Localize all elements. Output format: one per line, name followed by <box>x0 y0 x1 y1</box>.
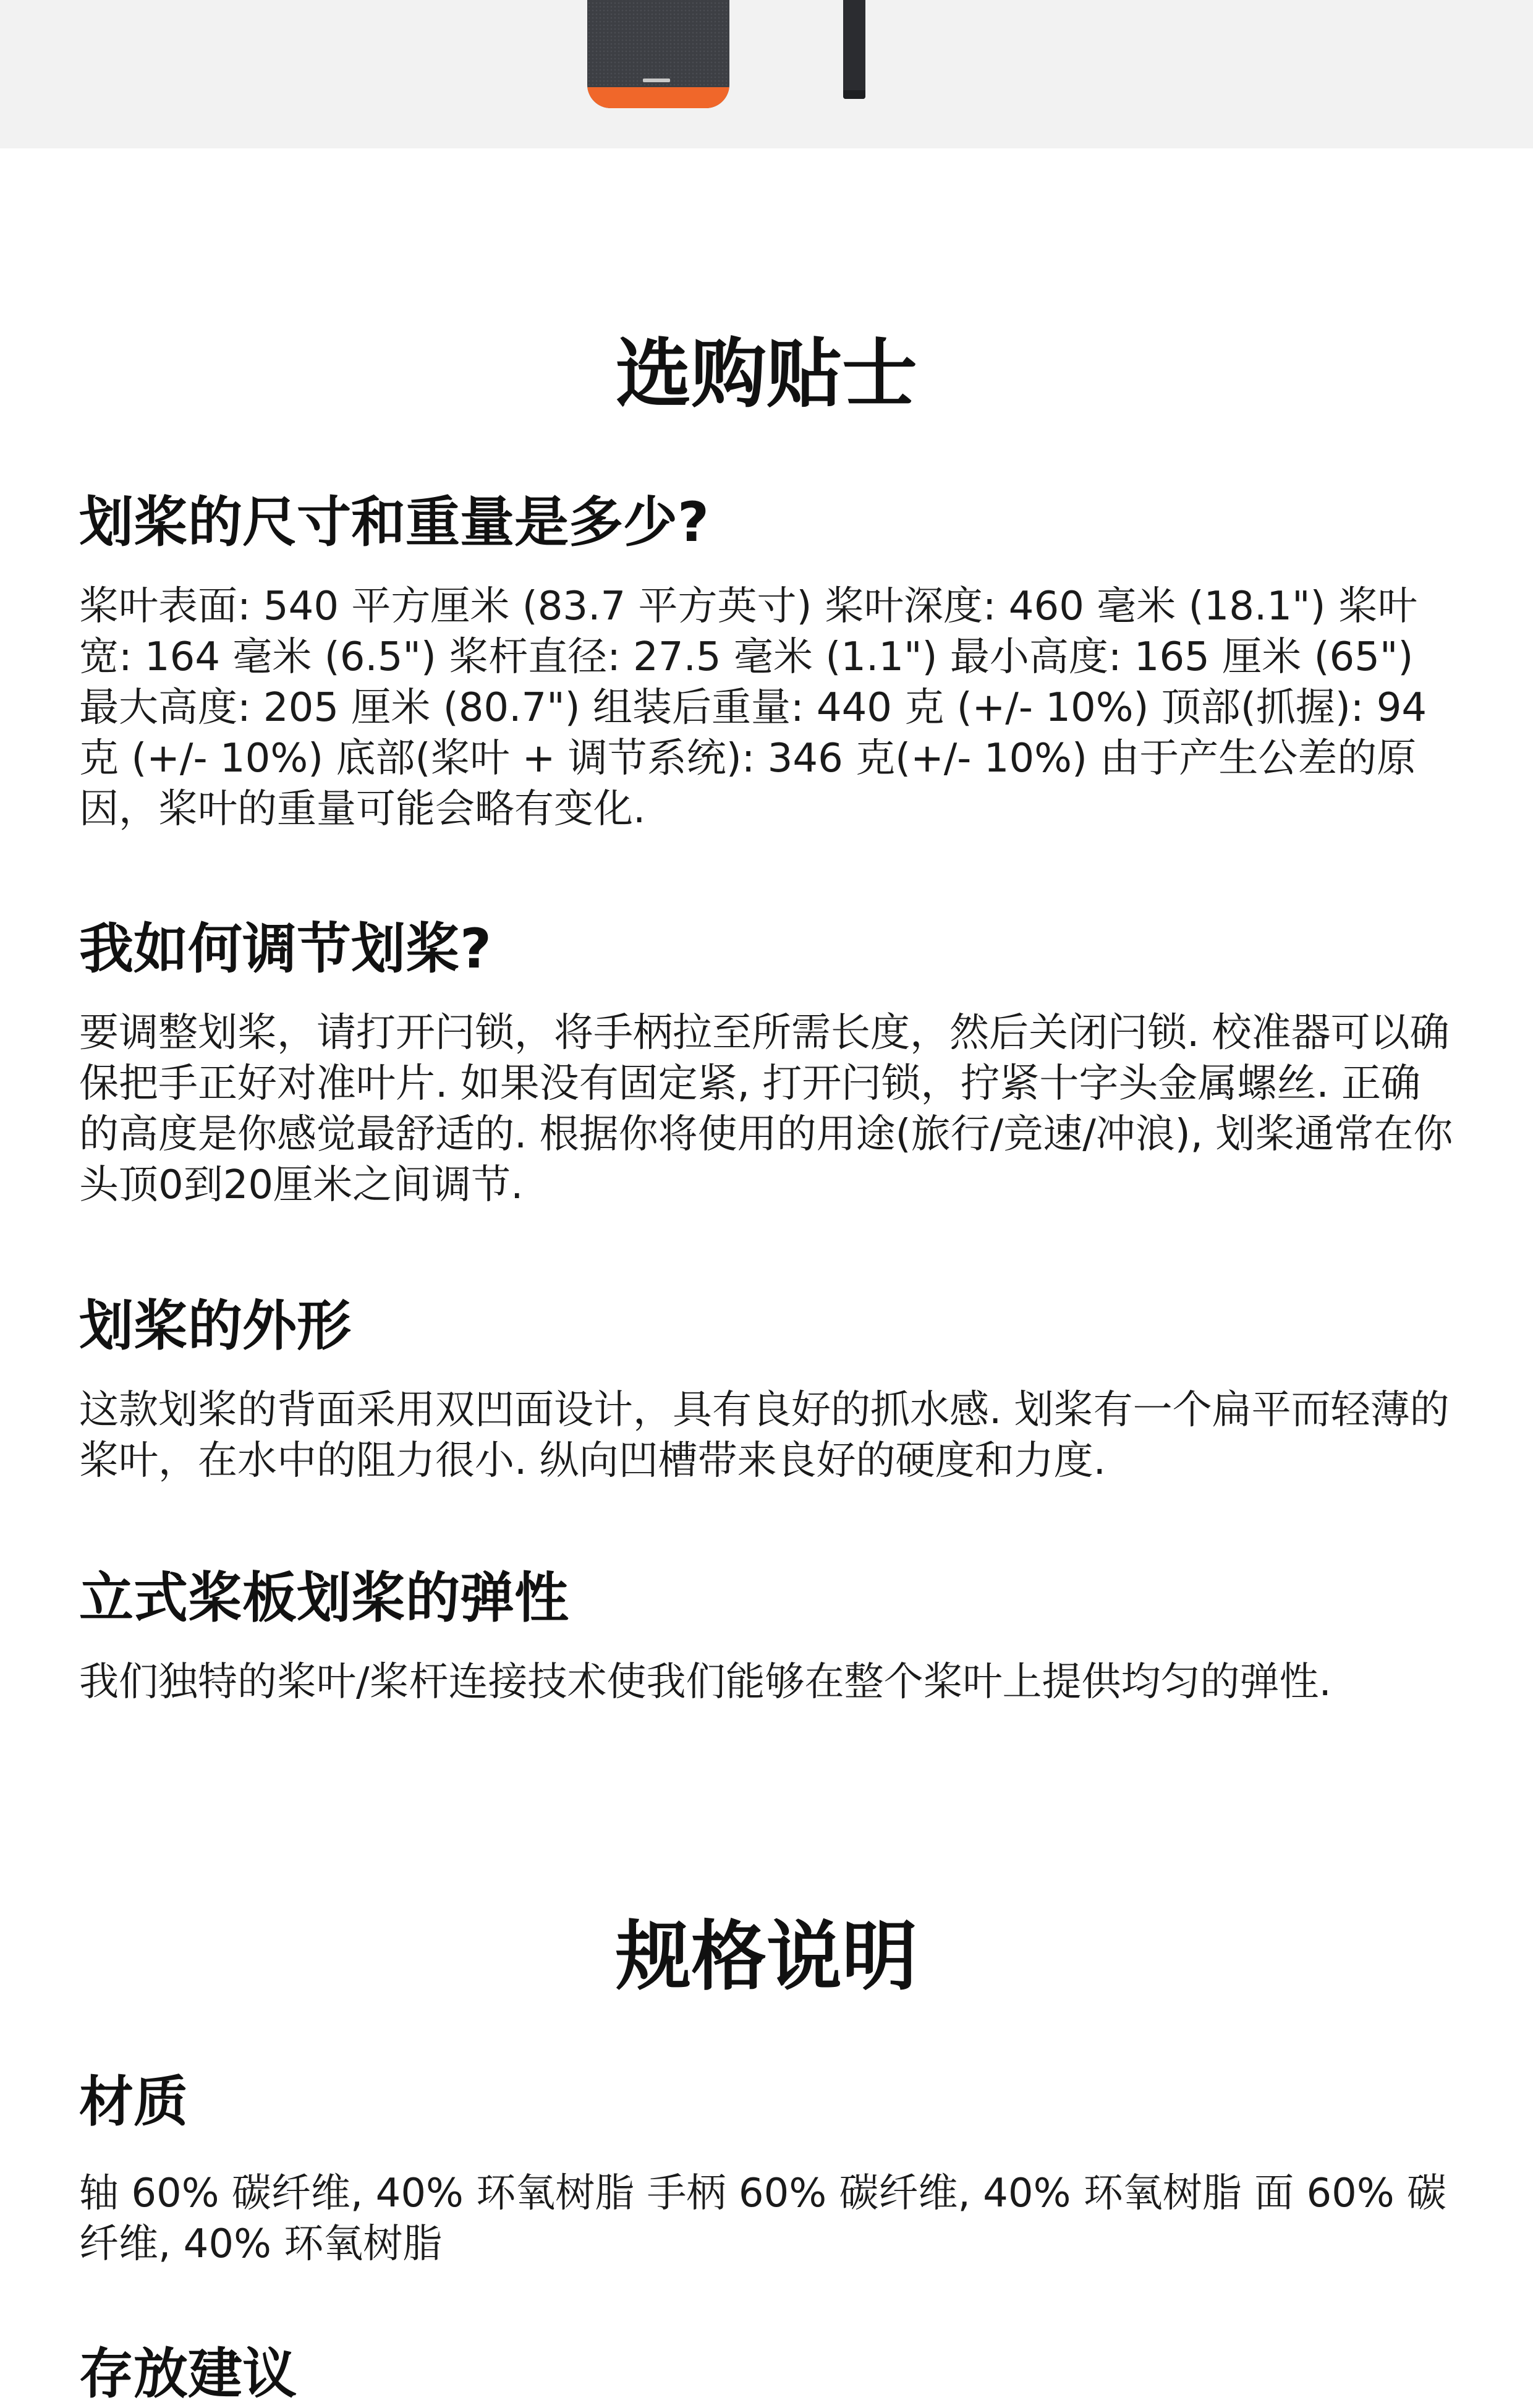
buying-tip-answer: 我们独特的桨叶/桨杆连接技术使我们能够在整个桨叶上提供均匀的弹性. <box>79 1659 1331 1705</box>
buying-tip-answer: 桨叶表面: 540 平方厘米 (83.7 平方英寸) 桨叶深度: 460 毫米 (18.1") 桨叶宽: 164 毫米 (6.5") 桨杆直径: 27.5 毫米 (1.1") 最小高度: 165 厘米 (65") 最大高度: 205 厘米 (80.7") 组装后重量: 440 克 (+/- 10%) 顶部(抓握): 94 克 (+/- 10%) 底部(桨叶 + 调节系统): 346 克(+/- 10%) 由于产生公差的原因，桨叶的重量可能会略有变化. <box>79 584 1427 832</box>
buying-tip-question: 立式桨板划桨的弹性 <box>79 1566 569 1630</box>
blade-logo-mark <box>643 79 670 82</box>
blade-orange-tip <box>587 87 729 108</box>
buying-tip-answer: 要调整划桨，请打开闩锁，将手柄拉至所需长度，然后关闭闩锁. 校准器可以确保把手正好对准叶片. 如果没有固定紧, 打开闩锁，拧紧十字头金属螺丝. 正确的高度是你感觉最舒适的. 根据你将使用的用途(旅行/竞速/冲浪), 划桨通常在你头顶0到20厘米之间调节. <box>79 1010 1453 1208</box>
buying-tip-item <box>79 488 1454 835</box>
blade-texture <box>587 0 729 87</box>
spec-heading: 存放建议 <box>79 2342 297 2406</box>
buying-tip-item <box>79 1292 1454 1486</box>
buying-tips-title: 选购贴士 <box>616 330 917 418</box>
spec-item <box>79 2340 1454 2408</box>
spec-body: 轴 60% 碳纤维, 40% 环氧树脂 手柄 60% 碳纤维, 40% 环氧树脂 面 60% 碳纤维, 40% 环氧树脂 <box>79 2171 1447 2267</box>
spec-heading: 材质 <box>79 2070 189 2134</box>
buying-tip-item <box>79 915 1454 1210</box>
buying-tip-question: 划桨的尺寸和重量是多少? <box>79 490 710 554</box>
paddle-shaft-cap <box>843 90 865 99</box>
buying-tip-question: 我如何调节划桨? <box>79 917 492 981</box>
paddle-shaft-image <box>843 0 865 99</box>
buying-tip-item <box>79 1564 1454 1708</box>
paddle-blade-image <box>587 0 729 108</box>
buying-tip-question: 划桨的外形 <box>79 1294 352 1358</box>
product-image-band <box>0 0 1533 148</box>
specs-title: 规格说明 <box>616 1913 917 2001</box>
buying-tip-answer: 这款划桨的背面采用双凹面设计，具有良好的抓水感. 划桨有一个扁平而轻薄的桨叶，在水中的阻力很小. 纵向凹槽带来良好的硬度和力度. <box>79 1387 1450 1484</box>
spec-item <box>79 2068 1454 2270</box>
